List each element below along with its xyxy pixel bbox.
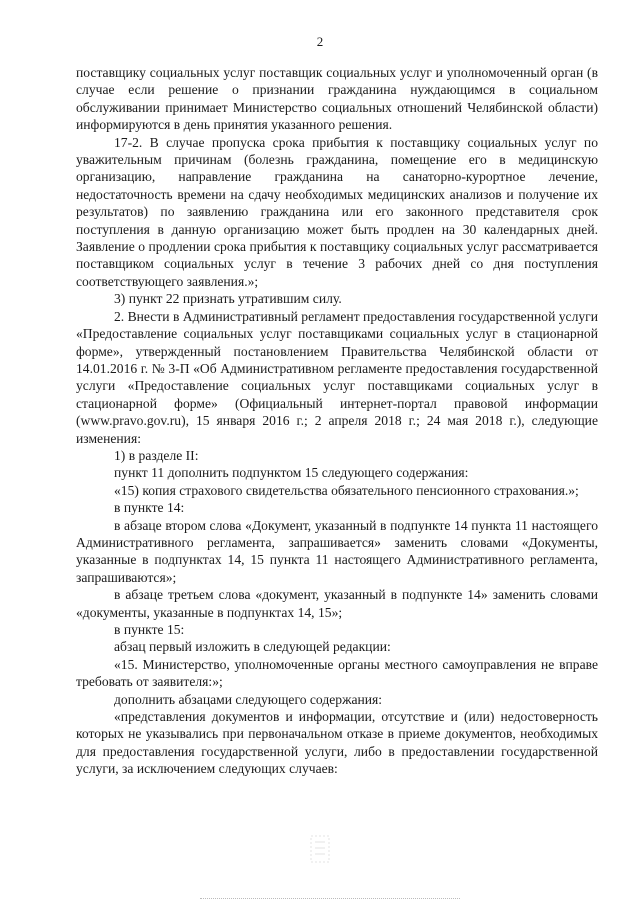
paragraph: в пункте 15: bbox=[114, 622, 185, 637]
paragraph: «представления документов и информации, отсутствие и (или) недостоверность которых не указывались при первоначальном отказе в приеме документов, необходимых для предоставления государственной услуги, либо в предоставлении государственной услуги, за исключением следующих случаев: bbox=[76, 709, 598, 777]
page-number: 2 bbox=[316, 34, 324, 49]
paragraph: дополнить абзацами следующего содержания: bbox=[114, 691, 383, 707]
paragraph: в пункте 14: bbox=[114, 500, 185, 516]
paragraph: поставщику социальных услуг поставщик социальных услуг и уполномоченный орган (в случае если решение о признании гражданина нуждающимся в социальном обслуживании принимает Министерство социальных отношений Челябинской области) информируются в день принятия указанного решения. bbox=[76, 65, 598, 133]
paragraph: 1) в разделе II: bbox=[114, 447, 199, 463]
bottom-scan-line bbox=[200, 898, 460, 899]
paragraph: пункт 11 дополнить подпунктом 15 следующего содержания: bbox=[114, 465, 469, 481]
paragraph: «15. Министерство, уполномоченные органы местного самоуправления не вправе требовать от заявителя:»; bbox=[76, 656, 598, 690]
paragraph: 17-2. В случае пропуска срока прибытия к поставщику социальных услуг по уважительным причинам (болезнь гражданина, помещение его в медицинскую организацию, направление гражданина на санаторно-курортное лечение, недостаточность времени на сдачу необходимых медицинских анализов и получение их результатов) по заявлению гражданина или его законного представителя срок поступления в данную организацию может быть продлен на 30 календарных дней. Заявление о продлении срока прибытия к поставщику социальных услуг рассматривается поставщиком социальных услуг в течение 3 рабочих дней со дня поступления соответствующего заявления.»; bbox=[76, 134, 598, 289]
paragraph: «15) копия страхового свидетельства обязательного пенсионного страхования.»; bbox=[114, 482, 579, 498]
paragraph: абзац первый изложить в следующей редакции: bbox=[114, 639, 391, 655]
faint-stamp-mark bbox=[307, 832, 333, 866]
paragraph: 2. Внести в Административный регламент предоставления государственной услуги «Предоставление социальных услуг поставщиками социальных услуг в стационарной форме», утвержденный постановлением Правительства Челябинской области от 14.01.2016 г. № 3-П «Об Административном регламенте предоставления государственной услуги «Предоставление социальных услуг поставщиками социальных услуг в стационарной форме» (Официальный интернет-портал правовой информации (www.pravo.gov.ru), 15 января 2016 г.; 2 апреля 2018 г.; 24 мая 2018 г.), следующие изменения: bbox=[76, 308, 598, 446]
document-body bbox=[76, 64, 598, 778]
paragraph: в абзаце третьем слова «документ, указанный в подпункте 14» заменить словами «документы, указанные в подпунктах 14, 15»; bbox=[76, 587, 598, 620]
paragraph: в абзаце втором слова «Документ, указанный в подпункте 14 пункта 11 настоящего Административного регламента, запрашивается» заменить словами «Документы, указанные в подпунктах 14, 15 пункта 11 настоящего Административного регламента, запрашиваются»; bbox=[76, 517, 598, 585]
paragraph: 3) пункт 22 признать утратившим силу. bbox=[114, 291, 342, 307]
